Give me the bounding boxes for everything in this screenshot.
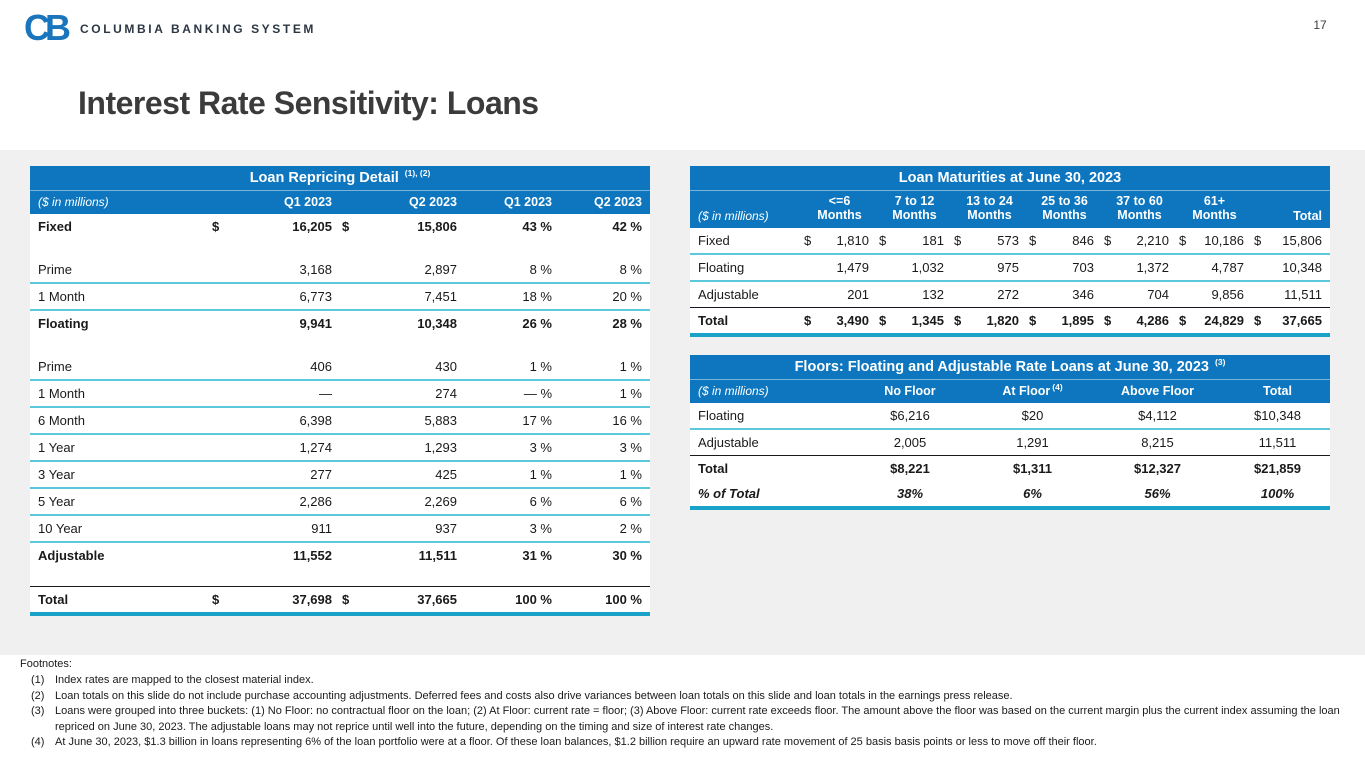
table-row [30, 310, 650, 336]
cell: 18 % [465, 283, 560, 310]
column-header-61plus-months: 61+ Months [1177, 191, 1252, 228]
table-row [30, 214, 650, 239]
table-row [30, 488, 650, 515]
cell: 846 [1047, 228, 1102, 254]
cell: 346 [1072, 286, 1094, 302]
cell: 406 [248, 354, 340, 380]
cell: 28 % [612, 316, 642, 331]
cell: 573 [972, 228, 1027, 254]
column-header-le6-months: <=6 Months [802, 191, 877, 228]
cell: 11,552 [292, 548, 332, 563]
cell: 975 [972, 254, 1027, 281]
table-row [690, 228, 1330, 254]
cell [30, 239, 650, 257]
cell: Adjustable [698, 286, 759, 302]
cell: 704 [1147, 286, 1169, 302]
cell [877, 254, 897, 281]
cell: $21,859 [1225, 456, 1330, 482]
cell: Prime [30, 257, 210, 283]
cell: 3 % [560, 434, 650, 461]
table-row [690, 403, 1330, 429]
cell: 100% [1225, 481, 1330, 508]
cell [1177, 254, 1197, 281]
cell: 3 Year [30, 461, 210, 488]
cell: $ [1102, 307, 1122, 335]
cell: 911 [248, 515, 340, 542]
repricing-table-title [30, 166, 650, 191]
repricing-grid [30, 191, 650, 616]
cell: Fixed [690, 228, 802, 254]
cell [210, 461, 248, 488]
cell: 1 % [465, 354, 560, 380]
cell: 2,210 [1122, 228, 1177, 254]
cell [30, 568, 650, 586]
cell [1177, 281, 1197, 308]
cell: 43 % [522, 219, 552, 234]
cell: Floating [690, 254, 802, 281]
cell: 272 [997, 286, 1019, 302]
cell: $ [210, 586, 248, 614]
footnote-item [20, 673, 1358, 688]
cell: 1,345 [897, 307, 952, 335]
cell: $ [952, 228, 972, 254]
cell: 1,293 [372, 434, 465, 461]
cell: 16,205 [292, 219, 332, 234]
unit-label: ($ in millions) [690, 191, 802, 228]
cell: 37,665 [372, 586, 465, 614]
footnotes-list [20, 673, 1358, 750]
at-floor-footnote-ref: (4) [1052, 381, 1063, 392]
cell: 1 Month [30, 380, 210, 407]
cell: 274 [372, 380, 465, 407]
cell: $ [1027, 307, 1047, 335]
table-row [30, 434, 650, 461]
cell [340, 461, 372, 488]
cell [340, 257, 372, 283]
cell: 1,820 [972, 307, 1027, 335]
cell [340, 354, 372, 380]
cell: Total [30, 586, 210, 614]
cell: 8 % [465, 257, 560, 283]
spacer-header [210, 191, 248, 214]
cell: 1 % [465, 461, 560, 488]
unit-label: ($ in millions) [690, 380, 845, 403]
footnote-item [20, 735, 1358, 750]
cell: 11,511 [1258, 435, 1297, 450]
cell: 9,941 [299, 316, 332, 331]
cell: 1 % [560, 380, 650, 407]
cell: 1,895 [1047, 307, 1102, 335]
cell: 17 % [465, 407, 560, 434]
table-row [30, 380, 650, 407]
cell [877, 281, 897, 308]
cell: Adjustable [38, 548, 105, 563]
cell: 181 [897, 228, 952, 254]
cell: 38% [845, 481, 975, 508]
cell: $ [340, 586, 372, 614]
cell: 11,511 [418, 548, 457, 563]
cell [210, 257, 248, 283]
footnote-text: Loans were grouped into three buckets: (1) No Floor: no contractual floor on the loan; (2) At Floor: current rate = floor; (3) Above Floor: current rate exceeds floor. The amount above the floor was based on the current margin plus the current index assuming the loan repriced on June 30, 2023. The adjustable loans may not reprice until well into the future, depending on the timing and size of interest rate changes. [55, 705, 1340, 733]
cell: 10 Year [30, 515, 210, 542]
cell [210, 380, 248, 407]
cell [1102, 281, 1122, 308]
cell: 26 % [522, 316, 552, 331]
cell: Floating [690, 403, 845, 429]
cell: 20 % [560, 283, 650, 310]
maturities-grid [690, 191, 1330, 337]
cell: 2,897 [372, 257, 465, 283]
repricing-header-row [30, 191, 650, 214]
cell [210, 283, 248, 310]
cell: 1,291 [1016, 435, 1049, 450]
cell: 6,773 [248, 283, 340, 310]
cell: 56% [1090, 481, 1225, 508]
column-header-7to12-months: 7 to 12 Months [877, 191, 952, 228]
footnotes-heading: Footnotes: [20, 658, 72, 670]
column-header-q1-2023-pct: Q1 2023 [465, 191, 560, 214]
floors-table-title [690, 355, 1330, 380]
cell: 5,883 [372, 407, 465, 434]
cell: $ [342, 219, 350, 234]
cell: — [248, 380, 340, 407]
brand [24, 7, 317, 48]
table-row [30, 542, 650, 568]
table-row [690, 254, 1330, 281]
cell: 3 % [465, 515, 560, 542]
floors-grid [690, 380, 1330, 510]
cell [340, 283, 372, 310]
cell: $ [877, 307, 897, 335]
cell: 6% [975, 481, 1090, 508]
cell: 1 Month [30, 283, 210, 310]
cell: $ [952, 307, 972, 335]
repricing-footnote-ref: (1), (2) [404, 168, 431, 179]
cell: 4,286 [1122, 307, 1177, 335]
floors-body [690, 403, 1330, 508]
column-header-q2-2023: Q2 2023 [372, 191, 465, 214]
cell: 1 % [560, 354, 650, 380]
floors-header-row [690, 380, 1330, 403]
column-header-no-floor: No Floor [845, 380, 975, 403]
spacer-row [30, 239, 650, 257]
column-header-q2-2023-pct: Q2 2023 [560, 191, 650, 214]
cell: $ [877, 228, 897, 254]
cell [340, 434, 372, 461]
table-row [30, 515, 650, 542]
cell: 10,186 [1197, 228, 1252, 254]
cell: 1,810 [822, 228, 877, 254]
cell [952, 281, 972, 308]
floors-footnote-ref: (3) [1215, 357, 1226, 368]
cell: 1 Year [30, 434, 210, 461]
cell [1252, 281, 1272, 308]
table-row [690, 456, 1330, 482]
cell [340, 407, 372, 434]
cell: Total [690, 307, 802, 335]
cell: 2 % [560, 515, 650, 542]
cell: Fixed [38, 219, 72, 234]
cell [952, 254, 972, 281]
column-header-13to24-months: 13 to 24 Months [952, 191, 1027, 228]
cell [340, 488, 372, 515]
cell: Prime [30, 354, 210, 380]
footnote-text: Index rates are mapped to the closest material index. [55, 674, 314, 687]
cell: $8,221 [845, 456, 975, 482]
spacer-header [340, 191, 372, 214]
loan-maturities-table [690, 166, 1330, 337]
cell [1027, 281, 1047, 308]
cell: 425 [372, 461, 465, 488]
cell: 4,787 [1197, 254, 1252, 281]
cell: $20 [975, 403, 1090, 429]
cell: $ [1177, 307, 1197, 335]
cell: $4,112 [1090, 403, 1225, 429]
cell: 37,665 [1272, 307, 1330, 335]
cell: % of Total [690, 481, 845, 508]
cell: 9,856 [1211, 286, 1244, 302]
cell [210, 434, 248, 461]
cell: 1,274 [248, 434, 340, 461]
cell: $ [1252, 307, 1272, 335]
cell: 24,829 [1197, 307, 1252, 335]
cell: $10,348 [1225, 403, 1330, 429]
cell [802, 254, 822, 281]
footnote-number: (3) [31, 705, 45, 718]
cell: 6 % [465, 488, 560, 515]
cell [340, 515, 372, 542]
cell [210, 515, 248, 542]
floors-title-text: Floors: Floating and Adjustable Rate Loans at June 30, 2023 [794, 359, 1209, 375]
column-header-37to60-months: 37 to 60 Months [1102, 191, 1177, 228]
column-header-total: Total [1225, 380, 1330, 403]
column-header-above-floor: Above Floor [1090, 380, 1225, 403]
cell: Floating [38, 316, 89, 331]
cell: 10,348 [417, 316, 457, 331]
cell: 15,806 [417, 219, 457, 234]
maturities-header-row [690, 191, 1330, 228]
cell: 2,286 [248, 488, 340, 515]
cell: 3,490 [822, 307, 877, 335]
cell [210, 542, 248, 568]
cell: 6 Month [30, 407, 210, 434]
cell: 100 % [465, 586, 560, 614]
table-row [30, 407, 650, 434]
cell: 42 % [612, 219, 642, 234]
cell: 2,005 [893, 435, 927, 450]
cell: $ [802, 228, 822, 254]
cell: 1,372 [1122, 254, 1177, 281]
cell: 5 Year [30, 488, 210, 515]
cell: 2,269 [372, 488, 465, 515]
table-row [690, 429, 1330, 456]
footnote-item [20, 704, 1358, 735]
maturities-title-text: Loan Maturities at June 30, 2023 [898, 170, 1122, 186]
table-row [30, 257, 650, 283]
cell [1252, 254, 1272, 281]
cell: $ [802, 307, 822, 335]
cell [340, 310, 372, 336]
table-row [690, 307, 1330, 335]
cell: 1,032 [897, 254, 952, 281]
maturities-table-title [690, 166, 1330, 191]
cell [340, 380, 372, 407]
cell: 10,348 [1272, 254, 1330, 281]
column-header-at-floor: At Floor $^{(4)}$ [975, 380, 1090, 403]
cell: 937 [372, 515, 465, 542]
cell [210, 488, 248, 515]
cell: 16 % [560, 407, 650, 434]
cell: 11,511 [1284, 286, 1322, 302]
cell: $12,327 [1090, 456, 1225, 482]
cell: Total [690, 456, 845, 482]
cell [210, 354, 248, 380]
footnote-text: Loan totals on this slide do not include purchase accounting adjustments. Deferred fees and costs also drive variances between loan totals on this slide and loan totals in the earnings press release. [55, 689, 1013, 702]
column-header-q1-2023: Q1 2023 [248, 191, 340, 214]
page-title: Interest Rate Sensitivity: Loans [78, 85, 539, 121]
spacer-row [30, 568, 650, 586]
cell: 1,479 [822, 254, 877, 281]
cell: 30 % [612, 548, 642, 563]
cell [1102, 254, 1122, 281]
floors-table [690, 355, 1330, 510]
cell: 1 % [560, 461, 650, 488]
cell: 8,215 [1141, 435, 1174, 450]
cell: 8 % [560, 257, 650, 283]
cell: 430 [372, 354, 465, 380]
cell: Adjustable [698, 435, 759, 450]
cell: 201 [847, 286, 869, 302]
table-row [30, 283, 650, 310]
cell: 7,451 [372, 283, 465, 310]
spacer-row [30, 336, 650, 354]
cell: $ [212, 219, 220, 234]
repricing-body [30, 214, 650, 614]
unit-label: ($ in millions) [30, 191, 210, 214]
table-row [690, 281, 1330, 308]
table-row [30, 586, 650, 614]
cell [30, 336, 650, 354]
cell: 132 [922, 286, 944, 302]
footnote-number: (1) [31, 674, 45, 687]
cell: 31 % [522, 548, 552, 563]
cell [1027, 254, 1047, 281]
cell: 37,698 [248, 586, 340, 614]
cell [802, 281, 822, 308]
cell: 3 % [465, 434, 560, 461]
company-name: COLUMBIA BANKING SYSTEM [80, 22, 317, 36]
repricing-title-text: Loan Repricing Detail [249, 170, 399, 186]
page-number: 17 [1313, 18, 1327, 32]
cell: $ [1027, 228, 1047, 254]
footnote-number: (4) [31, 735, 45, 748]
cell [210, 407, 248, 434]
cell [340, 542, 372, 568]
loan-repricing-table [30, 166, 650, 616]
cell [210, 310, 248, 336]
cell: — % [465, 380, 560, 407]
footnote-item [20, 689, 1358, 704]
cell: $1,311 [975, 456, 1090, 482]
cell: $ [1102, 228, 1122, 254]
cell: $6,216 [845, 403, 975, 429]
cell: 703 [1047, 254, 1102, 281]
cell: $ [1177, 228, 1197, 254]
cell: 6 % [560, 488, 650, 515]
table-row [30, 461, 650, 488]
cell: 15,806 [1272, 228, 1330, 254]
table-row [690, 481, 1330, 508]
cell: 3,168 [248, 257, 340, 283]
column-header-25to36-months: 25 to 36 Months [1027, 191, 1102, 228]
table-row [30, 354, 650, 380]
footnote-text: At June 30, 2023, $1.3 billion in loans representing 6% of the loan portfolio were at a floor. Of these loan balances, $1.2 billion require an upward rate movement of 25 basis basis points or less to move off their floor. [55, 735, 1097, 748]
footnote-number: (2) [31, 689, 45, 702]
company-logo-icon: CB [24, 7, 66, 48]
cell: 100 % [560, 586, 650, 614]
footnotes [20, 657, 1358, 750]
cell: $ [1252, 228, 1272, 254]
cell: 277 [248, 461, 340, 488]
column-header-total: Total [1252, 191, 1330, 228]
cell: 6,398 [248, 407, 340, 434]
maturities-body [690, 228, 1330, 335]
